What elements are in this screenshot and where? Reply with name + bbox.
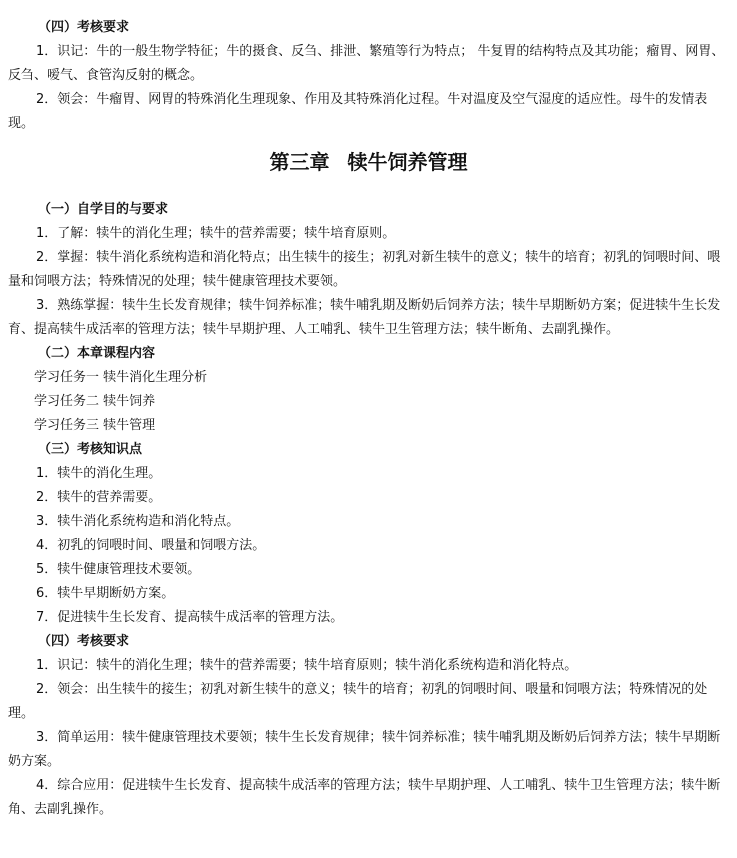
list-item: 4．初乳的饲喂时间、喂量和饲喂方法。	[36, 538, 266, 553]
list-item: 1．犊牛的消化生理。	[36, 466, 162, 481]
list-item: 5．犊牛健康管理技术要领。	[36, 562, 201, 577]
paragraph: 3．简单运用：犊牛健康管理技术要领；犊牛生长发育规律；犊牛饲养标准；犊牛哺乳期及断奶后饲养方法；犊牛早期断奶方案。	[8, 730, 721, 769]
section-heading: （一）自学目的与要求	[38, 202, 169, 217]
section-heading: （三）考核知识点	[38, 442, 143, 457]
list-item: 3．犊牛消化系统构造和消化特点。	[36, 514, 240, 529]
paragraph: 1．了解：犊牛的消化生理；犊牛的营养需要；犊牛培育原则。	[36, 226, 396, 241]
section-knowledge-points	[8, 438, 729, 630]
list-item: 学习任务二 犊牛饲养	[34, 394, 156, 409]
list-item: 学习任务一 犊牛消化生理分析	[34, 370, 208, 385]
list-item: 学习任务三 犊牛管理	[34, 418, 156, 433]
paragraph: 4．综合应用：促进犊牛生长发育、提高犊牛成活率的管理方法；犊牛早期护理、人工哺乳、犊牛卫生管理方法；犊牛断角、去副乳操作。	[8, 778, 721, 817]
section-course-content	[8, 342, 729, 438]
chapter-name: 犊牛饲养管理	[347, 150, 468, 174]
section-heading: （四）考核要求	[38, 634, 130, 649]
paragraph: 3．熟练掌握：犊牛生长发育规律；犊牛饲养标准；犊牛哺乳期及断奶后饲养方法；犊牛早期断奶方案；促进犊牛生长发育、提高犊牛成活率的管理方法；犊牛早期护理、人工哺乳、犊牛卫生管理方法；犊牛断角、去副乳操作。	[8, 298, 721, 337]
paragraph: 2．掌握：犊牛消化系统构造和消化特点；出生犊牛的接生；初乳对新生犊牛的意义；犊牛的培育；初乳的饲喂时间、喂量和饲喂方法；特殊情况的处理；犊牛健康管理技术要领。	[8, 250, 721, 289]
list-item: 7．促进犊牛生长发育、提高犊牛成活率的管理方法。	[36, 610, 344, 625]
paragraph: 2．领会：出生犊牛的接生；初乳对新生犊牛的意义；犊牛的培育；初乳的饲喂时间、喂量和饲喂方法；特殊情况的处理。	[8, 682, 708, 721]
section-goals	[8, 198, 729, 342]
list-item: 6．犊牛早期断奶方案。	[36, 586, 175, 601]
paragraph: 1．识记：犊牛的消化生理；犊牛的营养需要；犊牛培育原则；犊牛消化系统构造和消化特点。	[36, 658, 578, 673]
chapter-title	[8, 148, 729, 176]
section-heading: （二）本章课程内容	[38, 346, 156, 361]
chapter-number: 第三章	[269, 150, 330, 174]
section-assessment-requirements	[8, 630, 729, 822]
list-item: 2．犊牛的营养需要。	[36, 490, 162, 505]
paragraph: 1．识记：牛的一般生物学特征；牛的摄食、反刍、排泄、繁殖等行为特点； 牛复胃的结构特点及其功能；瘤胃、网胃、反刍、嗳气、食管沟反射的概念。	[8, 44, 725, 83]
section-prev-requirements	[8, 16, 729, 136]
paragraph: 2．领会：牛瘤胃、网胃的特殊消化生理现象、作用及其特殊消化过程。牛对温度及空气湿度的适应性。母牛的发情表现。	[8, 92, 708, 131]
section-heading: （四）考核要求	[38, 20, 130, 35]
